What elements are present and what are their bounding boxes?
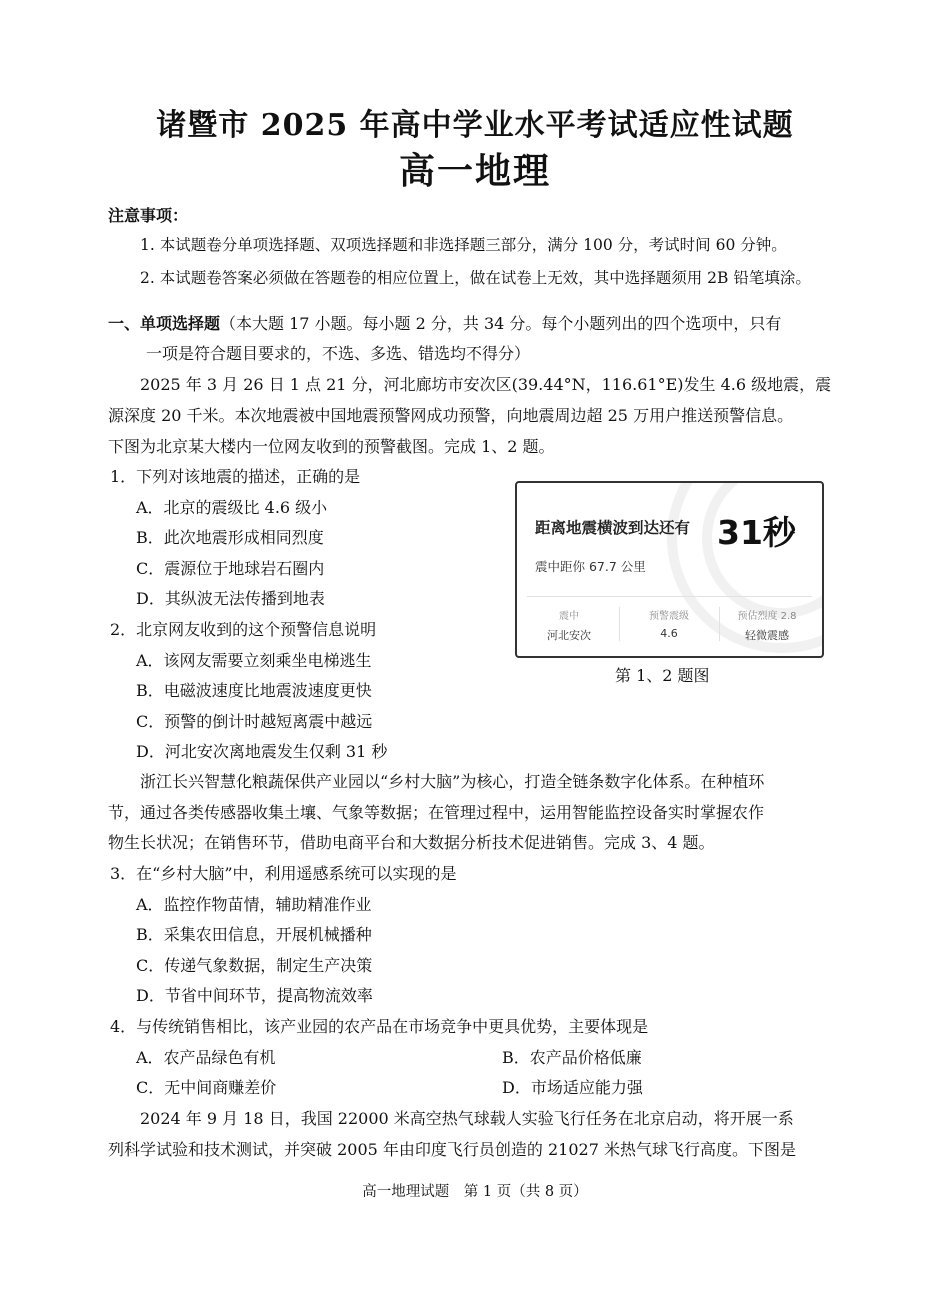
- notice-item-2: 2. 本试题卷答案必须做在答题卷的相应位置上，做在试卷上无效，其中选择题须用 2B 铅笔填涂。: [140, 269, 811, 287]
- question-1-option-b: B．此次地震形成相同烈度: [136, 528, 324, 547]
- question-1-option-a: A．北京的震级比 4.6 级小: [136, 498, 328, 517]
- section-desc-1: （本大题 17 小题。每小题 2 分，共 34 分。每个小题列出的四个选项中，只有: [220, 314, 782, 333]
- question-3-option-c: C．传递气象数据，制定生产决策: [136, 956, 373, 975]
- material-1-line-1: 2025 年 3 月 26 日 1 点 21 分，河北廊坊市安次区(39.44°N，116.61°E)发生 4.6 级地震，震: [108, 375, 832, 394]
- question-3-stem: 3．在“乡村大脑”中，利用遥感系统可以实现的是: [110, 864, 457, 883]
- intensity-label: 预估烈度 2.8: [737, 611, 797, 622]
- question-2-option-a: A．该网友需要立刻乘坐电梯逃生: [136, 651, 372, 670]
- question-1-stem: 1．下列对该地震的描述，正确的是: [110, 467, 361, 486]
- warning-divider: [527, 596, 812, 597]
- magnitude-label: 预警震级: [649, 611, 689, 622]
- notice-heading: 注意事项：: [108, 206, 189, 225]
- material-3-line-2: 列科学试验和技术测试，并突破 2005 年由印度飞行员创造的 21027 米热气球飞行高度。下图是: [108, 1140, 796, 1159]
- subject-title: 高一地理: [398, 150, 551, 192]
- notice-item-1: 1. 本试题卷分单项选择题、双项选择题和非选择题三部分，满分 100 分，考试时间 60 分钟。: [140, 236, 787, 254]
- section-label: 一、单项选择题: [108, 314, 221, 333]
- material-1-line-2: 源深度 20 千米。本次地震被中国地震预警网成功预警，向地震周边超 25 万用户推送预警信息。: [108, 406, 794, 425]
- question-2-option-b: B．电磁波速度比地震波速度更快: [136, 681, 372, 700]
- material-2-line-1: 浙江长兴智慧化粮蔬保供产业园以“乡村大脑”为核心，打造全链条数字化体系。在种植环: [108, 772, 765, 791]
- question-4-option-c: C．无中间商赚差价: [136, 1078, 277, 1097]
- warning-intensity: [717, 607, 817, 643]
- epicenter-value: 河北安次: [547, 629, 591, 642]
- question-4-option-b: B．农产品价格低廉: [502, 1048, 642, 1067]
- question-2-stem: 2．北京网友收到的这个预警信息说明: [110, 620, 377, 639]
- question-1-option-d: D．其纵波无法传播到地表: [136, 589, 325, 608]
- material-2-line-2: 节，通过各类传感器收集土壤、气象等数据；在管理过程中，运用智能监控设备实时掌握农作: [108, 803, 765, 822]
- question-4-stem: 4．与传统销售相比，该产业园的农产品在市场竞争中更具优势，主要体现是: [110, 1017, 649, 1036]
- section-desc-2: 一项是符合题目要求的，不选、多选、错选均不得分）: [146, 344, 531, 363]
- earthquake-warning-figure: [515, 481, 824, 658]
- epicenter-label: 震中: [559, 611, 579, 622]
- magnitude-value: 4.6: [660, 627, 678, 640]
- warning-epicenter: [519, 607, 619, 643]
- material-1-line-3: 下图为北京某大楼内一位网友收到的预警截图。完成 1、2 题。: [108, 437, 555, 456]
- warning-magnitude: [619, 607, 719, 640]
- section-heading: [108, 311, 781, 334]
- question-2-option-c: C．预警的倒计时越短离震中越远: [136, 712, 373, 731]
- material-2-line-3: 物生长状况；在销售环节，借助电商平台和大数据分析技术促进销售。完成 3、4 题。: [108, 833, 715, 852]
- material-3-line-1: 2024 年 9 月 18 日，我国 22000 米高空热气球载人实验飞行任务在北京启动，将开展一系: [108, 1109, 794, 1128]
- page-footer: 高一地理试题 第 1 页（共 8 页）: [362, 1184, 588, 1200]
- warning-headline: 距离地震横波到达还有: [535, 519, 691, 537]
- figure-caption: 第 1、2 题图: [615, 666, 710, 685]
- question-3-option-b: B．采集农田信息，开展机械播种: [136, 925, 372, 944]
- question-2-option-d: D．河北安次离地震发生仅剩 31 秒: [136, 742, 388, 761]
- warning-countdown: 31秒: [717, 513, 796, 552]
- warning-distance: 震中距你 67.7 公里: [535, 559, 646, 574]
- intensity-value: 轻微震感: [745, 629, 789, 642]
- question-4-option-a: A．农产品绿色有机: [136, 1048, 276, 1067]
- question-4-option-d: D．市场适应能力强: [502, 1078, 643, 1097]
- question-3-option-d: D．节省中间环节，提高物流效率: [136, 986, 373, 1005]
- exam-title: 诸暨市 2025 年高中学业水平考试适应性试题: [156, 108, 794, 143]
- question-1-option-c: C．震源位于地球岩石圈内: [136, 559, 325, 578]
- question-3-option-a: A．监控作物苗情，辅助精准作业: [136, 895, 372, 914]
